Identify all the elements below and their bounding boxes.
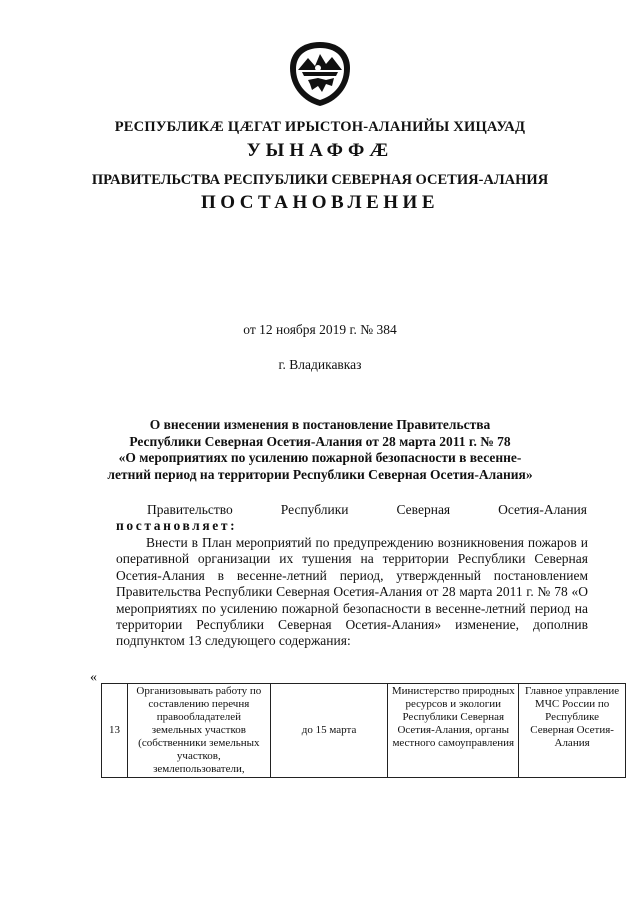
body-paragraph: Внести в План мероприятий по предупреждению возникновения пожаров и оперативной организации их тушения на территории Республики Северная Осетия-Алания в весенне-летний период, утвержденный постановлением Правительства Республики Северная Осетия-Алания от 28 марта 2011 г. № 78 «О мероприятиях по усилению пожарной безопасности в весенне-летний период на территории Республики Северная Осетия-Алания» изменение, дополнив подпунктом 13 следующего содержания: bbox=[116, 535, 588, 649]
decree-title-line: Республики Северная Осетия-Алания от 28 марта 2011 г. № 78 bbox=[129, 433, 511, 449]
deadline-cell: до 15 марта bbox=[270, 684, 388, 778]
government-line bbox=[147, 502, 587, 518]
gov-word: Северная bbox=[396, 502, 451, 517]
action-cell: Организовывать работу по составлению перечня правообладателей земельных участков (собственники земельных участков, землепользователи, bbox=[127, 684, 270, 778]
coat-of-arms-emblem bbox=[288, 40, 352, 108]
gov-word: Осетия-Алания bbox=[498, 502, 587, 517]
header-russian-act: ПОСТАНОВЛЕНИЕ bbox=[200, 192, 440, 213]
gov-word: Республики bbox=[280, 502, 349, 517]
decree-date-number: от 12 ноября 2019 г. № 384 bbox=[243, 322, 397, 337]
executor-cell: Министерство природных ресурсов и экологии Республики Северная Осетия-Алания, органы местного самоуправления bbox=[388, 684, 519, 778]
decree-body bbox=[116, 535, 588, 650]
decree-city: г. Владикавказ bbox=[278, 357, 362, 372]
decree-title bbox=[90, 417, 550, 483]
opening-quote-mark: « bbox=[90, 670, 97, 685]
decree-title-line: летний период на территории Республики Северная Осетия-Алания» bbox=[107, 466, 533, 482]
header-russian-government: ПРАВИТЕЛЬСТВА РЕСПУБЛИКИ СЕВЕРНАЯ ОСЕТИЯ-АЛАНИЯ bbox=[91, 172, 549, 188]
decree-title-line: О внесении изменения в постановление Правительства bbox=[149, 417, 491, 432]
row-number-cell: 13 bbox=[102, 684, 128, 778]
amendment-table bbox=[101, 683, 626, 778]
gov-word: Правительство bbox=[147, 502, 233, 517]
header-ossetian-government: РЕСПУБЛИКӔ ЦӔГАТ ИРЫСТОН-АЛАНИЙЫ ХИЦАУАД bbox=[114, 119, 526, 135]
table-row bbox=[102, 684, 626, 778]
coexecutor-cell: Главное управление МЧС России по Республике Северная Осетия-Алания bbox=[519, 684, 626, 778]
decree-word: постановляет: bbox=[116, 518, 238, 533]
decree-title-line: «О мероприятиях по усилению пожарной безопасности в весенне- bbox=[118, 450, 522, 465]
header-ossetian-act: УЫНАФФӔ bbox=[246, 140, 394, 161]
